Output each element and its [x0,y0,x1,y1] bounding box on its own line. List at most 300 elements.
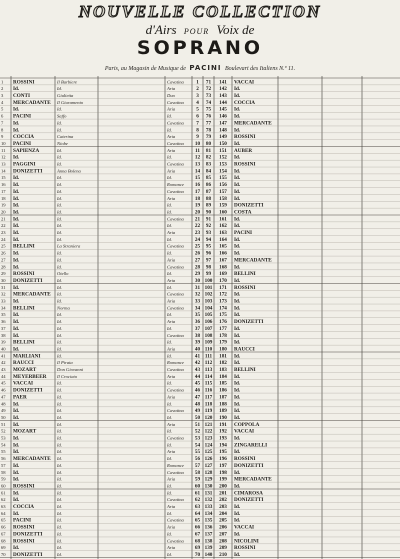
row-index: 57 [1,462,6,468]
catalog-number: 109 [204,339,213,346]
catalog-number: 60 [194,483,201,490]
catalog-number: 56 [194,456,201,463]
subtitle-part-b: POUR [183,27,210,36]
row-index: 35 [1,312,6,318]
opera-title: Id. [57,483,62,489]
air-type: Aria [167,449,176,455]
composer-name: Id. [13,312,20,319]
catalog-number: 123 [204,435,213,442]
row-index: 51 [1,421,6,427]
catalog-number: 159 [219,202,227,209]
catalog-number: 131 [204,490,213,497]
catalog-number: 147 [219,120,227,127]
row-index: 45 [1,380,6,386]
catalog-number: 29 [194,271,201,278]
catalog-number: 166 [219,250,227,257]
composer-name: Id. [234,154,241,161]
opera-title: Id. [57,298,62,304]
opera-title: Id. [57,106,62,112]
opera-title: Niobe [57,140,68,146]
catalog-number: 95 [205,243,212,250]
composer-name: ROSSINI [234,134,256,141]
opera-title: Id. [57,325,62,331]
air-type: Cavatina [167,332,184,338]
air-type: Id. [167,414,172,420]
opera-title: Id. [57,538,62,544]
row-index: 65 [1,517,6,523]
publisher-prefix: Paris, au Magasin de Musique de [104,66,186,72]
catalog-number: 24 [194,236,201,243]
catalog-number: 168 [219,264,227,271]
air-type: Romance [167,462,185,468]
catalog-number: 120 [204,414,213,421]
row-index: 59 [1,476,6,482]
catalog-number: 119 [204,408,213,415]
opera-title: Id. [57,504,62,509]
composer-name: BELLINI [13,305,35,312]
catalog-number: 17 [194,188,201,195]
composer-name: Id. [13,223,20,230]
catalog-number: 69 [194,545,201,552]
catalog-number: 15 [194,175,201,182]
catalog-number: 176 [219,319,227,326]
air-type: Id. [167,510,172,516]
catalog-number: 201 [219,490,227,497]
composer-name: Id. [13,462,20,469]
air-type: Aria [167,147,176,153]
catalog-number: 137 [204,531,213,538]
row-index: 5 [1,106,4,112]
row-index: 21 [1,216,6,222]
composer-name: Id. [13,127,20,134]
composer-name: CONTI [13,93,31,99]
catalog-number: 51 [194,421,201,428]
catalog-number: 18 [194,195,201,202]
composer-name: Id. [13,86,20,93]
row-index: 40 [1,346,6,352]
row-index: 56 [1,456,6,462]
catalog-number: 102 [204,291,213,298]
composer-name: ROSSINI [13,538,35,545]
composer-name: Id. [234,373,241,380]
row-index: 41 [1,353,6,359]
row-index: 10 [1,140,6,146]
composer-name: Id. [234,291,241,298]
composer-name: Id. [13,236,20,243]
composer-name: Id. [234,223,241,230]
opera-title: Id. [57,291,62,297]
catalog-number: 59 [194,476,201,483]
catalog-number: 28 [194,264,201,271]
opera-title: Id. [57,230,62,235]
opera-title: Giulietta [57,93,74,98]
row-index: 9 [1,134,4,140]
catalog-number: 189 [219,408,227,415]
catalog-number: 151 [219,147,227,154]
air-type: Id. [167,175,172,181]
air-type: Aria [167,476,176,482]
catalog-number: 178 [219,332,227,339]
air-type: Aria [167,319,176,325]
composer-name: MOZART [13,428,37,435]
opera-title: Id. [57,86,62,92]
composer-name: ROSSINI [13,524,35,531]
composer-name: Id. [13,545,20,552]
row-index: 50 [1,414,6,420]
composer-name: ZINGARELLI [234,442,268,449]
composer-name: Id. [234,394,241,401]
catalog-number: 143 [219,93,227,99]
composer-name: Id. [234,236,241,243]
composer-name: Id. [234,195,241,202]
composer-name: Id. [13,298,20,305]
row-index: 18 [1,195,6,201]
catalog-number: 210 [219,551,227,558]
catalog-number: 135 [204,517,213,524]
composer-name: RAUCCI [234,346,255,353]
row-index: 34 [1,305,6,311]
opera-title: Norma [57,305,70,311]
row-index: 48 [1,401,6,407]
composer-name: Id. [13,264,20,271]
catalog-number: 107 [204,325,213,332]
catalog-number: 70 [194,551,201,558]
composer-name: RAUCCI [13,360,34,367]
composer-name: ROSSINI [13,483,35,490]
catalog-number: 39 [194,339,201,346]
air-type: Aria [167,373,176,379]
row-index: 15 [1,175,6,181]
catalog-number: 25 [194,243,201,250]
composer-name: ROSSINI [234,284,256,291]
catalog-number: 54 [194,442,201,449]
opera-title: Il Pirata [57,360,73,366]
voice-type-title: SOPRANO [136,37,264,59]
opera-title: Id. [57,264,62,270]
opera-title: Id. [57,476,62,482]
composer-name: Id. [13,106,20,113]
opera-title: Id. [57,510,62,516]
catalog-number: 181 [219,353,227,360]
air-type: Cavatina [167,140,184,146]
opera-title: Id. [57,442,62,448]
catalog-number: 20 [194,209,201,216]
catalog-number: 19 [194,202,201,209]
catalog-number: 144 [219,99,227,106]
row-index: 62 [1,497,6,503]
air-type: Id. [167,531,172,537]
catalog-number: 46 [194,387,201,394]
row-index: 63 [1,504,6,509]
composer-name: PACINI [234,230,253,236]
catalog-number: 57 [194,462,201,469]
row-index: 20 [1,209,6,215]
air-type: Id. [167,271,172,277]
opera-title: Caterina [57,134,74,140]
catalog-number: 127 [204,462,213,469]
composer-name: Id. [13,182,20,189]
catalog-number: 67 [194,531,201,538]
composer-name: Id. [234,175,241,182]
catalog-number: 26 [194,250,201,257]
air-type: Cavatina [167,188,184,194]
catalog-number: 91 [205,216,212,223]
catalog-number: 122 [204,428,213,435]
catalog-number: 170 [219,277,227,284]
catalog-number: 74 [205,99,212,106]
air-type: Romance [167,182,185,188]
catalog-number: 172 [219,291,227,298]
catalog-number: 87 [205,188,212,195]
opera-title: Id. [57,277,62,283]
catalog-number: 7 [196,120,199,127]
catalog-number: 197 [219,462,227,469]
opera-title: Id. [57,353,62,359]
opera-title: Id. [57,551,62,557]
row-index: 4 [1,99,4,105]
air-type: Cavatina [167,216,184,222]
air-type: Aria [167,195,176,201]
row-index: 68 [1,538,6,544]
row-index: 38 [1,332,6,338]
catalog-number: 41 [194,353,201,360]
air-type: Cavatina [167,517,184,523]
catalog-number: 153 [219,161,227,168]
catalog-number: 100 [204,277,213,284]
publisher-name: PACINI [189,64,222,72]
composer-name: Id. [13,216,20,223]
catalog-number: 45 [194,380,201,387]
catalog-number: 88 [205,195,212,202]
catalog-number: 140 [204,551,213,558]
composer-name: PACINI [13,140,32,147]
catalog-number: 160 [219,209,227,216]
catalog-number: 22 [194,223,201,230]
air-type: Aria [167,106,176,112]
catalog-number: 162 [219,223,227,230]
catalog-number: 116 [204,387,213,394]
catalog-number: 75 [205,106,212,113]
air-type: Aria [167,524,176,530]
air-type: Id. [167,490,172,496]
catalog-number: 161 [219,216,227,223]
composer-name: COPPOLA [234,421,260,428]
catalog-number: 150 [219,140,227,147]
catalog-number: 183 [219,367,227,373]
catalog-number: 96 [205,250,212,257]
catalog-number: 164 [219,236,227,243]
composer-name: Id. [234,188,241,195]
row-index: 70 [1,551,6,557]
air-type: Aria [167,298,176,304]
composer-name: MERCADANTE [234,476,272,483]
catalog-number: 173 [219,298,227,305]
catalog-number: 23 [194,230,201,236]
catalog-number: 52 [194,428,201,435]
catalog-number: 72 [205,86,212,93]
row-index: 7 [1,120,4,126]
row-index: 46 [1,387,6,393]
composer-name: DONIZETTI [234,202,264,209]
catalog-number: 207 [219,531,227,538]
air-type: Aria [167,277,176,283]
row-index: 16 [1,182,6,188]
catalog-number: 114 [204,373,213,380]
catalog-number: 104 [204,305,213,312]
composer-name: Id. [234,182,241,189]
air-type: Id. [167,483,172,489]
catalog-number: 175 [219,312,227,319]
catalog-number: 195 [219,449,227,456]
air-type: Id. [167,428,172,434]
catalog-number: 188 [219,401,227,408]
composer-name: DONIZETTI [234,497,264,504]
row-index: 44 [1,373,6,379]
catalog-number: 99 [205,271,212,278]
catalog-number: 2 [196,86,199,93]
catalog-number: 50 [194,414,201,421]
composer-name: Id. [234,312,241,319]
composer-name: Id. [234,216,241,223]
row-index: 2 [1,86,4,92]
air-type: Aria [167,168,176,174]
catalog-number: 73 [205,93,212,99]
catalog-number: 142 [219,86,227,93]
composer-name: PAGGINI [13,161,36,168]
composer-name: Id. [234,469,241,476]
catalog-number: 77 [205,120,212,127]
catalog-number: 177 [219,325,227,332]
composer-name: BELLINI [13,339,35,346]
catalog-number: 121 [204,421,213,428]
catalog-number: 174 [219,305,227,312]
opera-title: Id. [57,236,62,242]
catalog-number: 82 [205,154,212,161]
row-index: 42 [1,360,6,366]
catalog-number: 138 [204,538,213,545]
composer-name: SAPIENZA [13,147,40,154]
composer-name: DONIZETTI [13,531,43,538]
row-index: 11 [1,147,6,153]
catalog-number: 186 [219,387,227,394]
catalog-number: 101 [204,284,213,291]
row-index: 13 [1,161,6,167]
composer-name: Id. [234,305,241,312]
composer-name: Id. [13,120,20,127]
composer-name: Id. [13,202,20,209]
catalog-number: 163 [219,230,227,236]
catalog-number: 90 [205,209,212,216]
opera-title: Id. [57,456,62,462]
row-index: 31 [1,284,6,290]
composer-name: MARLIANI [13,353,41,360]
row-index: 61 [1,490,6,496]
composer-name: Id. [234,264,241,271]
row-index: 17 [1,188,6,194]
catalog-number: 85 [205,175,212,182]
collection-subtitle [0,22,400,38]
composer-name: Id. [234,510,241,517]
air-type: Id. [167,209,172,215]
row-index: 26 [1,250,6,256]
air-type: Id. [167,353,172,359]
catalog-number: 89 [205,202,212,209]
row-index: 1 [1,79,4,85]
row-index: 33 [1,298,6,304]
composer-name: PAER [13,394,27,401]
composer-name: COCCIA [13,134,35,141]
catalog-number: 44 [194,373,201,380]
composer-name: Id. [234,360,241,367]
composer-name: Id. [13,497,20,504]
catalog-number: 58 [194,469,201,476]
opera-title: Id. [57,284,62,290]
catalog-number: 193 [219,435,227,442]
catalog-number: 106 [204,319,213,326]
catalog-number: 8 [196,127,199,134]
air-type: Cavatina [167,367,184,372]
composer-name: DONIZETTI [13,168,43,175]
catalog-number: 203 [219,504,227,510]
opera-title: Id. [57,161,62,167]
catalog-number: 185 [219,380,227,387]
catalog-number: 200 [219,483,227,490]
composer-name: Id. [234,517,241,524]
opera-title: Id. [57,346,62,352]
composer-name: Id. [13,325,20,332]
catalog-number: 190 [219,414,227,421]
air-type: Cavatina [167,264,184,270]
catalog-number: 136 [204,524,213,531]
row-index: 54 [1,442,6,448]
opera-title: Id. [57,182,62,188]
row-index: 64 [1,510,6,516]
air-type: Cavatina [167,161,184,167]
composer-name: Id. [13,332,20,339]
catalog-number: 5 [196,106,199,113]
table-rows [1,79,272,558]
composer-name: Id. [13,442,20,449]
catalog-number: 32 [194,291,201,298]
opera-title: Id. [57,339,62,345]
catalog-number: 31 [194,284,201,291]
opera-title: Il Barbiere [57,79,78,85]
air-type: Id. [167,312,172,318]
air-type: Id. [167,223,172,229]
composer-name: Id. [234,113,241,120]
row-index: 8 [1,127,4,133]
air-type: Romance [167,360,185,366]
catalog-number: 110 [204,346,213,353]
catalog-number: 156 [219,182,227,189]
catalog-number: 118 [204,401,213,408]
row-index: 52 [1,428,6,434]
air-type: Cavatina [167,243,184,249]
catalog-number: 154 [219,168,227,175]
catalog-number: 42 [194,360,201,367]
catalog-number: 112 [204,360,213,367]
composer-name: Id. [234,401,241,408]
air-type: Id. [167,456,172,462]
catalog-number: 1 [196,79,199,86]
air-type: Id. [167,551,172,557]
catalog-number: 98 [205,264,212,271]
opera-title: Id. [57,202,62,208]
row-index: 23 [1,230,6,235]
composer-name: Id. [234,277,241,284]
row-index: 27 [1,257,6,263]
catalog-number: 145 [219,106,227,113]
